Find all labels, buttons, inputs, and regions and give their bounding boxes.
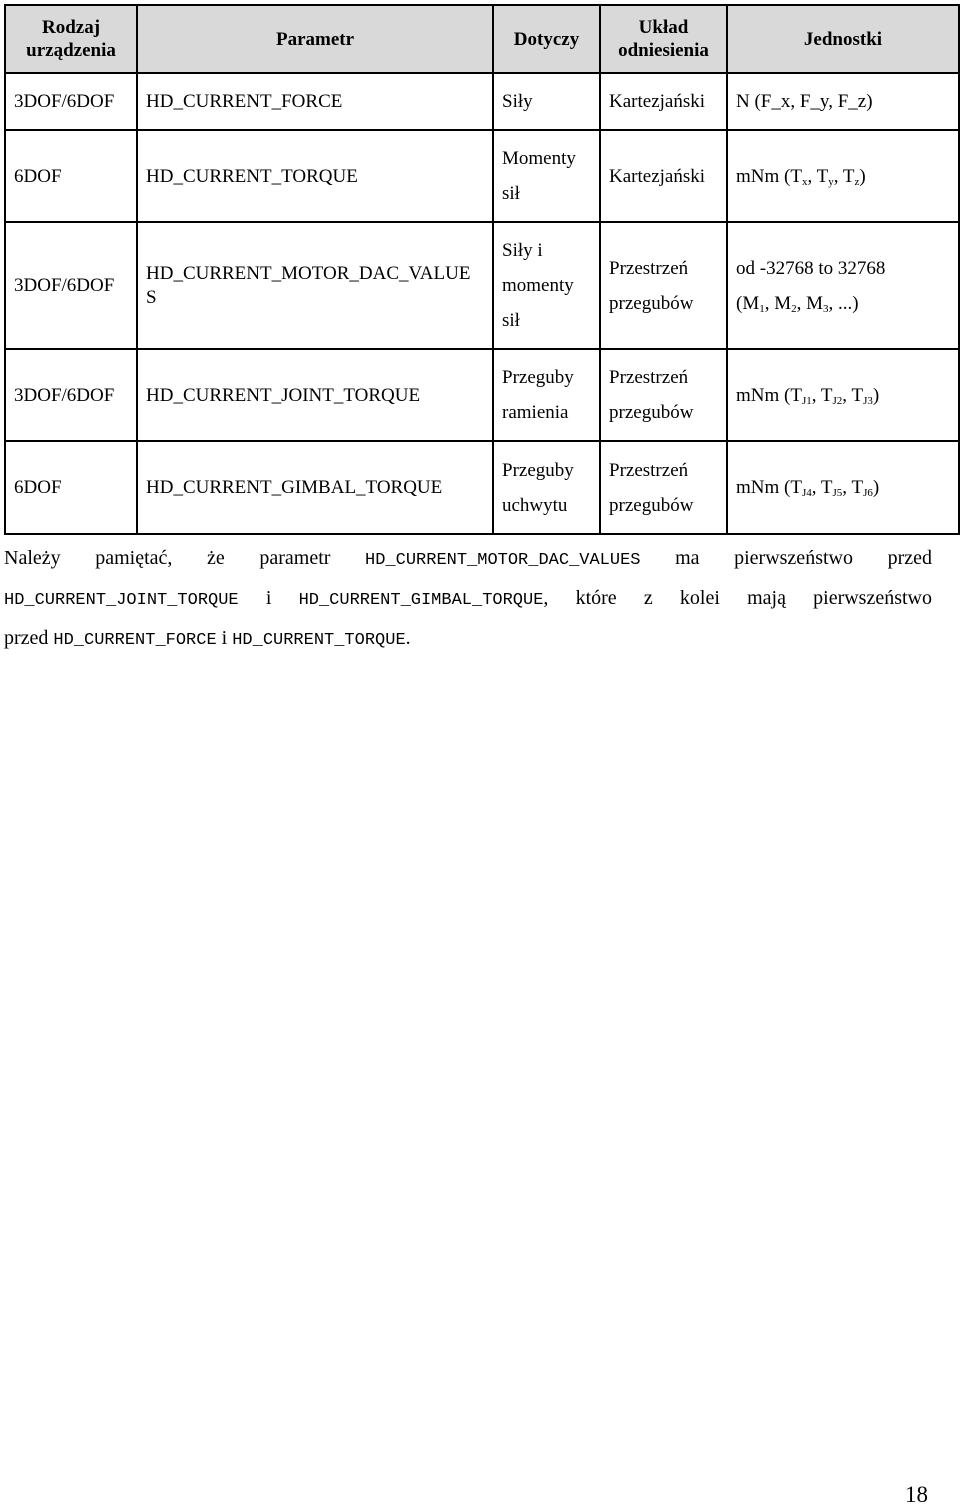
table-header-row (5, 5, 959, 73)
page-number: 18 (905, 1482, 928, 1507)
cell-device: 3DOF/6DOF (5, 73, 137, 130)
cell-frame: Przestrzeń przegubów (600, 349, 727, 441)
cell-parameter: HD_CURRENT_JOINT_TORQUE (137, 349, 493, 441)
cell-frame: Przestrzeń przegubów (600, 441, 727, 534)
table-row (5, 222, 959, 349)
cell-applies-to: Siły i momenty sił (493, 222, 600, 349)
cell-units: N (F_x, F_y, F_z) (727, 73, 959, 130)
cell-applies-to: Przeguby ramienia (493, 349, 600, 441)
cell-units: mNm ($T_{J1}$, $T_{J2}$, $T_{J3}$) (727, 349, 959, 441)
priority-note-paragraph (4, 538, 932, 658)
note-line-1: Należy pamiętać, że parametr HD_CURRENT_MOTOR_DAC_VALUES ma pierwszeństwo przed (4, 547, 932, 570)
table-row (5, 130, 959, 222)
cell-frame: Kartezjański (600, 130, 727, 222)
cell-device: 3DOF/6DOF (5, 222, 137, 349)
cell-parameter: HD_CURRENT_FORCE (137, 73, 493, 130)
cell-applies-to: Momenty sił (493, 130, 600, 222)
header-applies-to: Dotyczy (493, 5, 600, 73)
cell-frame: Kartezjański (600, 73, 727, 130)
cell-units: od -32768 to 32768 ($M_1$, $M_2$, $M_3$, ...) (727, 222, 959, 349)
cell-parameter: HD_CURRENT_TORQUE (137, 130, 493, 222)
cell-frame: Przestrzeń przegubów (600, 222, 727, 349)
cell-parameter: HD_CURRENT_GIMBAL_TORQUE (137, 441, 493, 534)
cell-units: mNm ($T_{J4}$, $T_{J5}$, $T_{J6}$) (727, 441, 959, 534)
note-line-2: HD_CURRENT_JOINT_TORQUE i HD_CURRENT_GIMBAL_TORQUE, które z kolei mają pierwszeństwo (4, 587, 932, 610)
header-frame: Układ odniesienia (600, 5, 727, 73)
cell-parameter: HD_CURRENT_MOTOR_DAC_VALUES (137, 222, 493, 349)
cell-units: mNm ($T_x$, $T_y$, $T_z$) (727, 130, 959, 222)
header-parameter: Parametr (137, 5, 493, 73)
table-row (5, 441, 959, 534)
note-line-3: przed HD_CURRENT_FORCE i HD_CURRENT_TORQUE. (4, 627, 411, 650)
cell-device: 6DOF (5, 441, 137, 534)
cell-applies-to: Przeguby uchwytu (493, 441, 600, 534)
cell-device: 6DOF (5, 130, 137, 222)
parameters-table (4, 4, 960, 535)
table-row (5, 349, 959, 441)
cell-device: 3DOF/6DOF (5, 349, 137, 441)
header-device: Rodzaj urządzenia (5, 5, 137, 73)
cell-applies-to: Siły (493, 73, 600, 130)
table-row (5, 73, 959, 130)
header-units: Jednostki (727, 5, 959, 73)
